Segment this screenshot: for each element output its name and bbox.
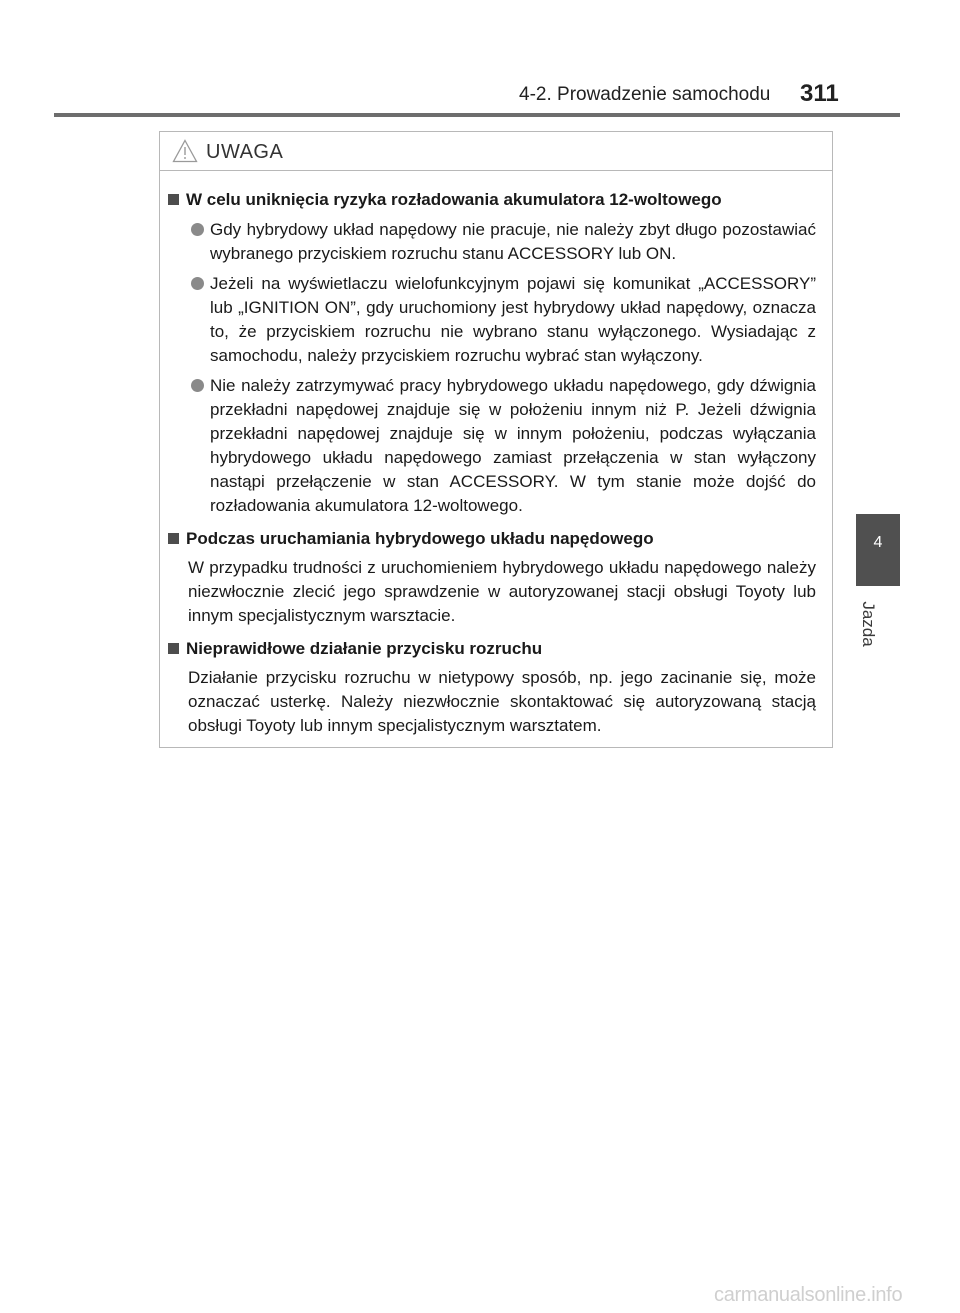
section-title-text: Nieprawidłowe działanie przycisku rozruchu [186,639,543,658]
section-paragraph: W przypadku trudności z uruchomieniem hybrydowego układu napędowego należy niezwłocznie zlecić jego sprawdzenie w autoryzowanej stacji obsługi Toyoty lub innym specjalistycznym warsztacie. [188,558,816,625]
watermark: carmanualsonline.info [714,1284,903,1306]
chapter-tab-number: 4 [873,534,883,551]
section-title-text: W celu uniknięcia ryzyka rozładowania akumulatora 12-woltowego [186,190,722,209]
header-divider [54,113,900,117]
warning-content [160,171,832,738]
header-section-title: 4-2. Prowadzenie samochodu [519,84,771,105]
round-bullet-icon [191,223,204,236]
section-paragraph: Działanie przycisku rozruchu w nietypowy sposób, np. jego zacinanie się, może oznaczać usterkę. Należy niezwłocznie skontaktować się autoryzowaną stacją obsługi Toyoty lub innym specjalistycznym warsztatem. [188,668,816,735]
square-bullet-icon [168,643,179,654]
square-bullet-icon [168,194,179,205]
warning-header [160,132,832,171]
warning-box [159,131,833,748]
section-title [168,637,816,661]
bullet-text: Jeżeli na wyświetlaczu wielofunkcyjnym pojawi się komunikat „ACCESSORY” lub „IGNITION ON”, gdy uruchomiony jest hybrydowy układ napędowy, oznacza to, że przyciskiem rozruchu nie wybrano stanu wyłączonego. Wysiadając z samochodu, należy przyciskiem rozruchu wybrać stan wyłączony. [210,274,816,365]
bullet-item [168,374,816,518]
warning-title: UWAGA [206,141,284,163]
section-title [168,188,816,212]
round-bullet-icon [191,277,204,290]
bullet-item [168,218,816,266]
bullet-text: Nie należy zatrzymywać pracy hybrydowego układu napędowego, gdy dźwignia przekładni napędowej znajduje się w położeniu innym niż P. Jeżeli dźwignia przekładni napędowej znajduje się w innym położeniu, podczas wyłączania hybrydowego układu napędowego zamiast przełączenia w stan wyłączony nastąpi przełączenie w stan ACCESSORY. W tym stanie może dojść do rozładowania akumulatora 12-woltowego. [210,376,816,515]
bullet-item [168,272,816,368]
round-bullet-icon [191,379,204,392]
bullet-text: Gdy hybrydowy układ napędowy nie pracuje, nie należy zbyt długo pozostawiać wybranego przyciskiem rozruchu stanu ACCESSORY lub ON. [210,220,816,263]
section-title-text: Podczas uruchamiania hybrydowego układu napędowego [186,529,654,548]
page-number: 311 [800,80,839,107]
square-bullet-icon [168,533,179,544]
chapter-tab-label: Jazda [859,601,878,647]
chapter-tab [856,514,900,586]
warning-triangle-icon [172,139,198,163]
section-title [168,527,816,551]
